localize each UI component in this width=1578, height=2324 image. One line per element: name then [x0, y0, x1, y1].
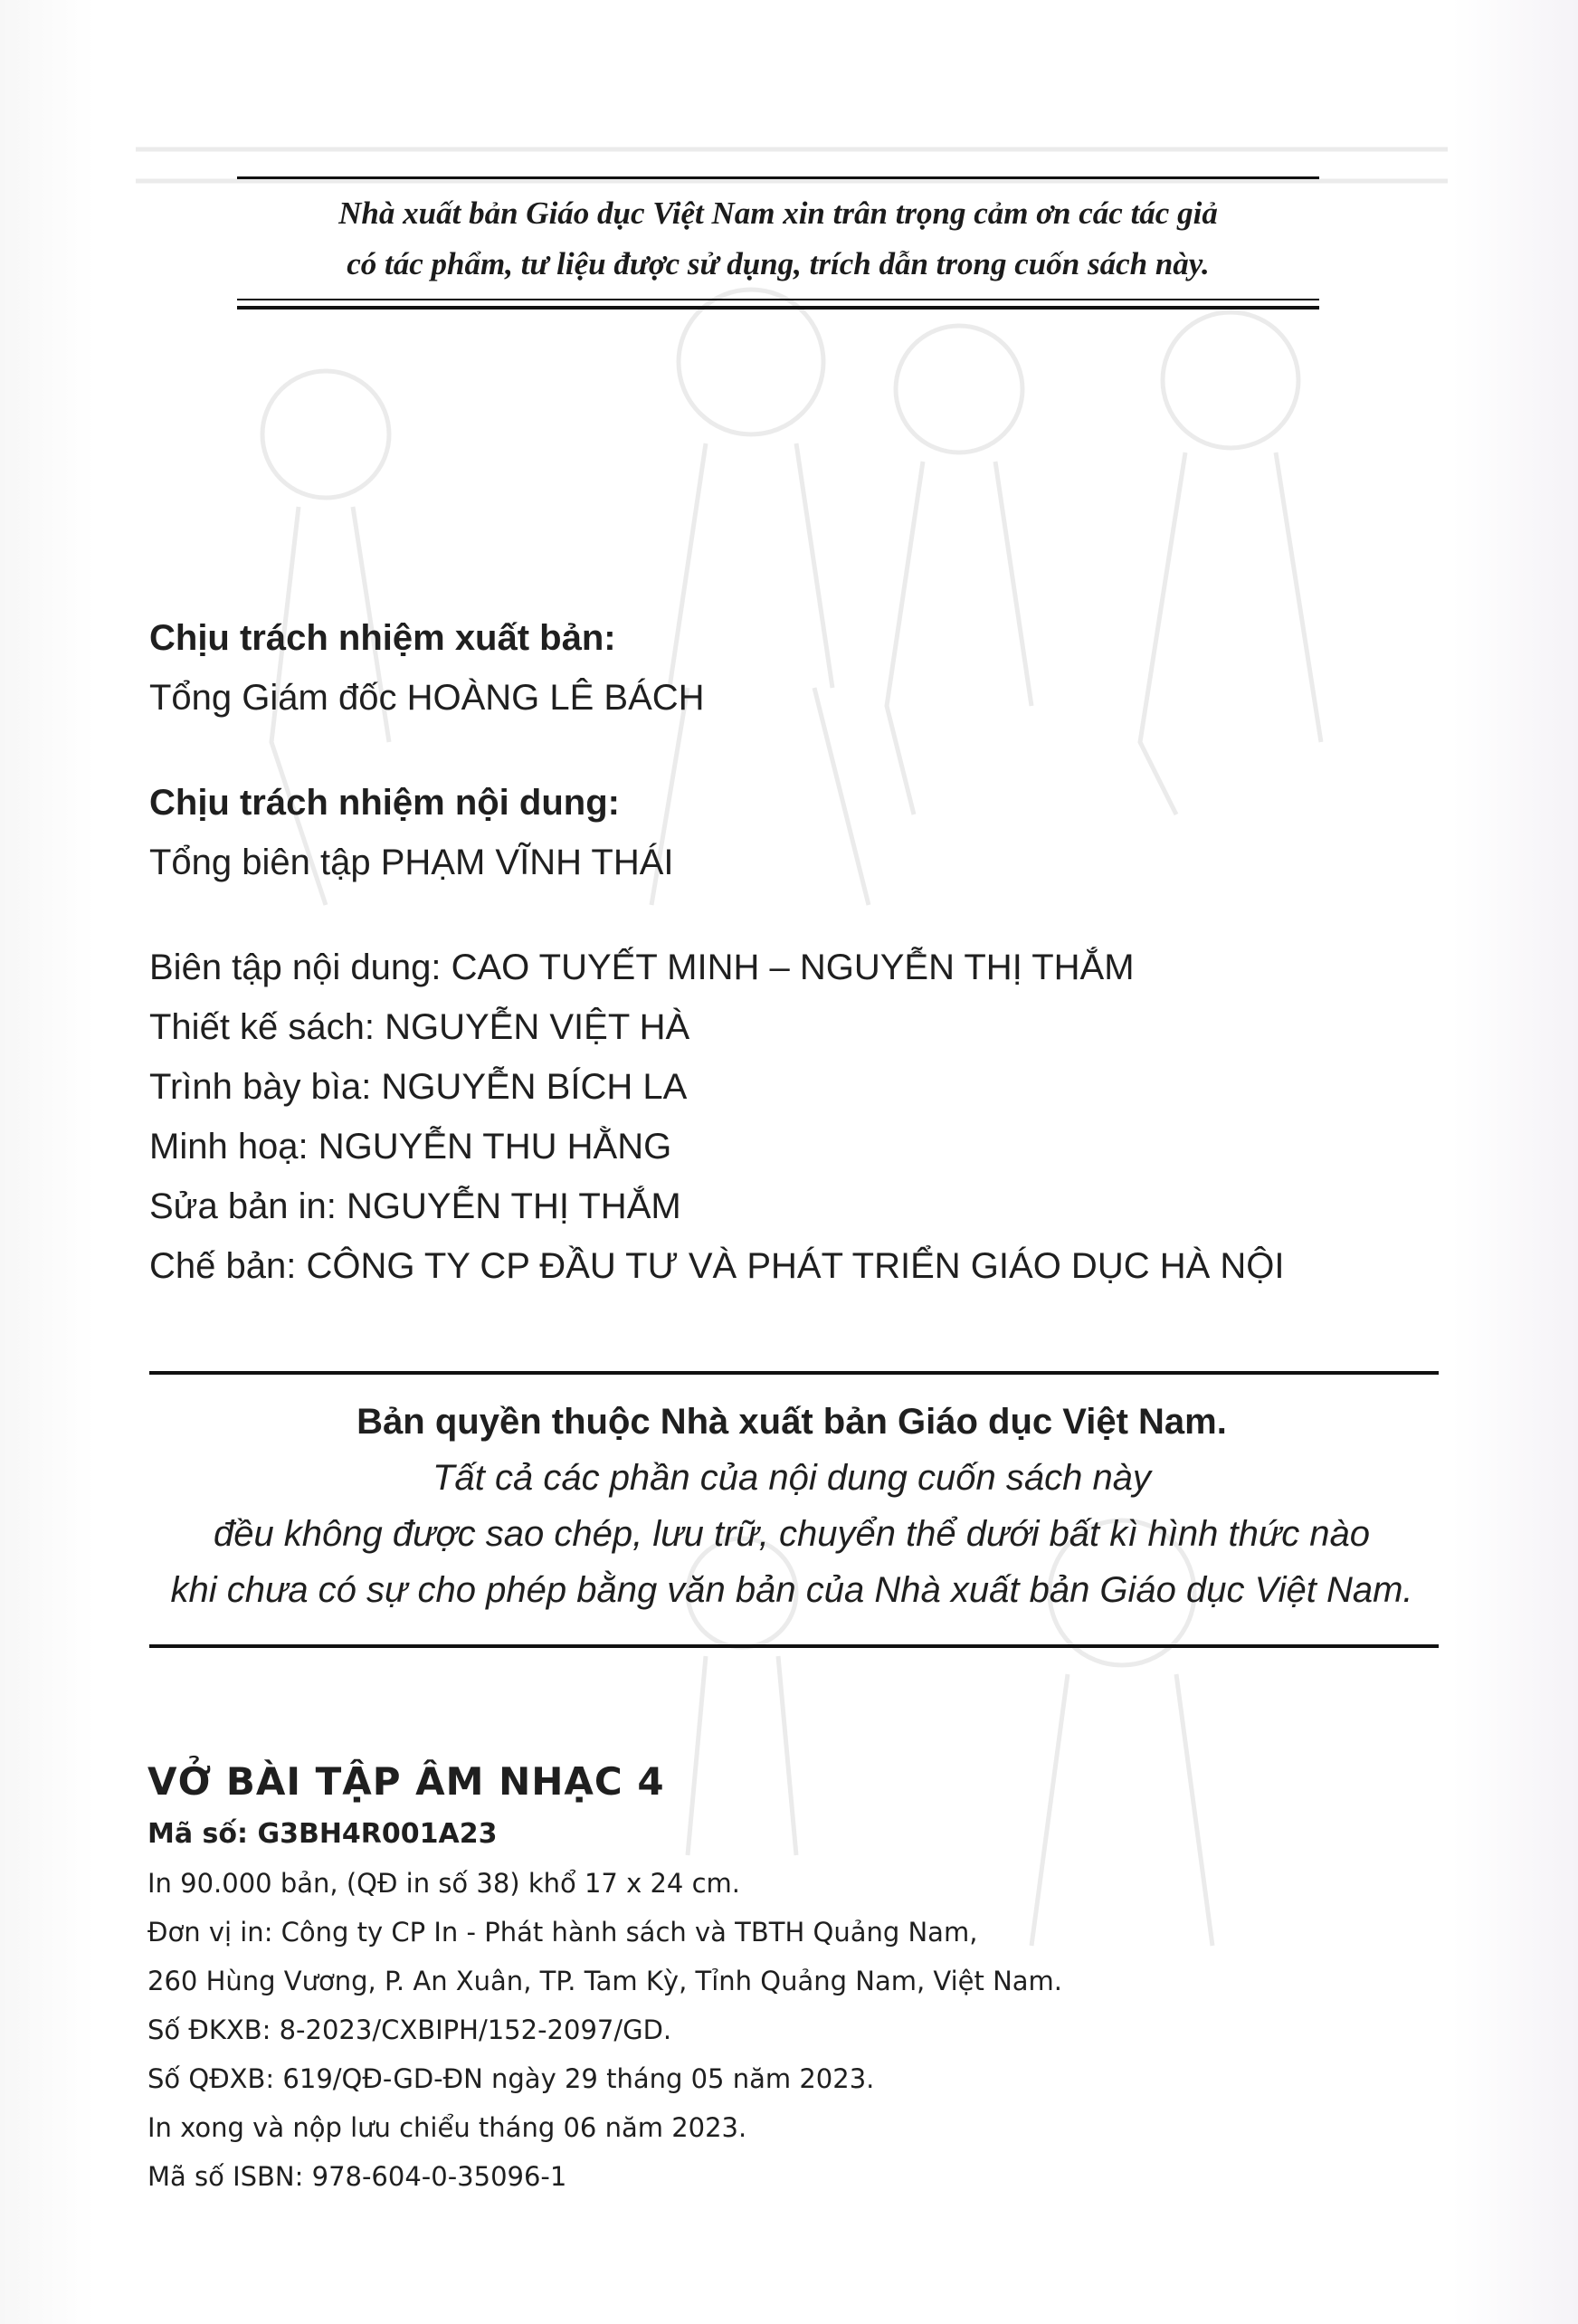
acknowledgement-line-1: Nhà xuất bản Giáo dục Việt Nam xin trân trọng cảm ơn các tác giả [338, 195, 1218, 231]
copyright-heading: Bản quyền thuộc Nhà xuất bản Giáo dục Việt Nam. [356, 1402, 1227, 1442]
legal-deposit: In xong và nộp lưu chiểu tháng 06 năm 2023. [147, 2112, 747, 2143]
content-responsibility-heading: Chịu trách nhiệm nội dung: [149, 783, 620, 823]
acknowledgement-rule-thin [237, 299, 1319, 300]
top-rule-thin [237, 176, 1319, 179]
copyright-bottom-rule [149, 1644, 1439, 1648]
printer-address: 260 Hùng Vương, P. An Xuân, TP. Tam Kỳ, Tỉnh Quảng Nam, Việt Nam. [147, 1966, 1063, 1996]
isbn: Mã số ISBN: 978-604-0-35096-1 [147, 2161, 567, 2192]
registration-number: Số ĐKXB: 8-2023/CXBIPH/152-2097/GD. [147, 2014, 672, 2045]
copyright-top-rule [149, 1371, 1439, 1375]
imprint-section [147, 1754, 1414, 2201]
publishing-responsibility-person: Tổng Giám đốc HOÀNG LÊ BÁCH [149, 678, 705, 718]
staff-credit-designer: Thiết kế sách: NGUYỄN VIỆT HÀ [149, 1007, 690, 1047]
acknowledgement-note [237, 188, 1319, 290]
staff-credit-proofreader: Sửa bản in: NGUYỄN THỊ THẮM [149, 1186, 681, 1226]
acknowledgement-line-2: có tác phẩm, tư liệu được sử dụng, trích dẫn trong cuốn sách này. [347, 246, 1210, 281]
staff-credit-typesetter: Chế bản: CÔNG TY CP ĐẦU TƯ VÀ PHÁT TRIỂN GIÁO DỤC HÀ NỘI [149, 1246, 1285, 1286]
copyright-line-1: Tất cả các phần của nội dung cuốn sách này [433, 1458, 1151, 1498]
acknowledgement-rule-thick [237, 306, 1319, 310]
staff-credit-editor: Biên tập nội dung: CAO TUYẾT MINH – NGUYỄN THỊ THẮM [149, 948, 1135, 987]
spacer [149, 728, 1461, 773]
staff-credit-illustrator: Minh hoạ: NGUYỄN THU HẰNG [149, 1127, 672, 1167]
content-responsibility-person: Tổng biên tập PHẠM VĨNH THÁI [149, 843, 674, 882]
book-title: VỞ BÀI TẬP ÂM NHẠC 4 [147, 1759, 665, 1804]
staff-credit-cover: Trình bày bìa: NGUYỄN BÍCH LA [149, 1067, 688, 1107]
copyright-notice [136, 1394, 1448, 1618]
spacer [149, 892, 1461, 938]
book-code: Mã số: G3BH4R001A23 [147, 1818, 498, 1850]
copyright-line-2: đều không được sao chép, lưu trữ, chuyển thể dưới bất kì hình thức nào [213, 1514, 1371, 1554]
print-run: In 90.000 bản, (QĐ in số 38) khổ 17 x 24 cm. [147, 1868, 740, 1899]
printer: Đơn vị in: Công ty CP In - Phát hành sách và TBTH Quảng Nam, [147, 1917, 978, 1948]
publishing-responsibility-heading: Chịu trách nhiệm xuất bản: [149, 618, 616, 658]
publishing-decision: Số QĐXB: 619/QĐ-GD-ĐN ngày 29 tháng 05 năm 2023. [147, 2063, 875, 2094]
copyright-line-3: khi chưa có sự cho phép bằng văn bản của Nhà xuất bản Giáo dục Việt Nam. [170, 1570, 1413, 1610]
credits-section [149, 608, 1461, 1296]
